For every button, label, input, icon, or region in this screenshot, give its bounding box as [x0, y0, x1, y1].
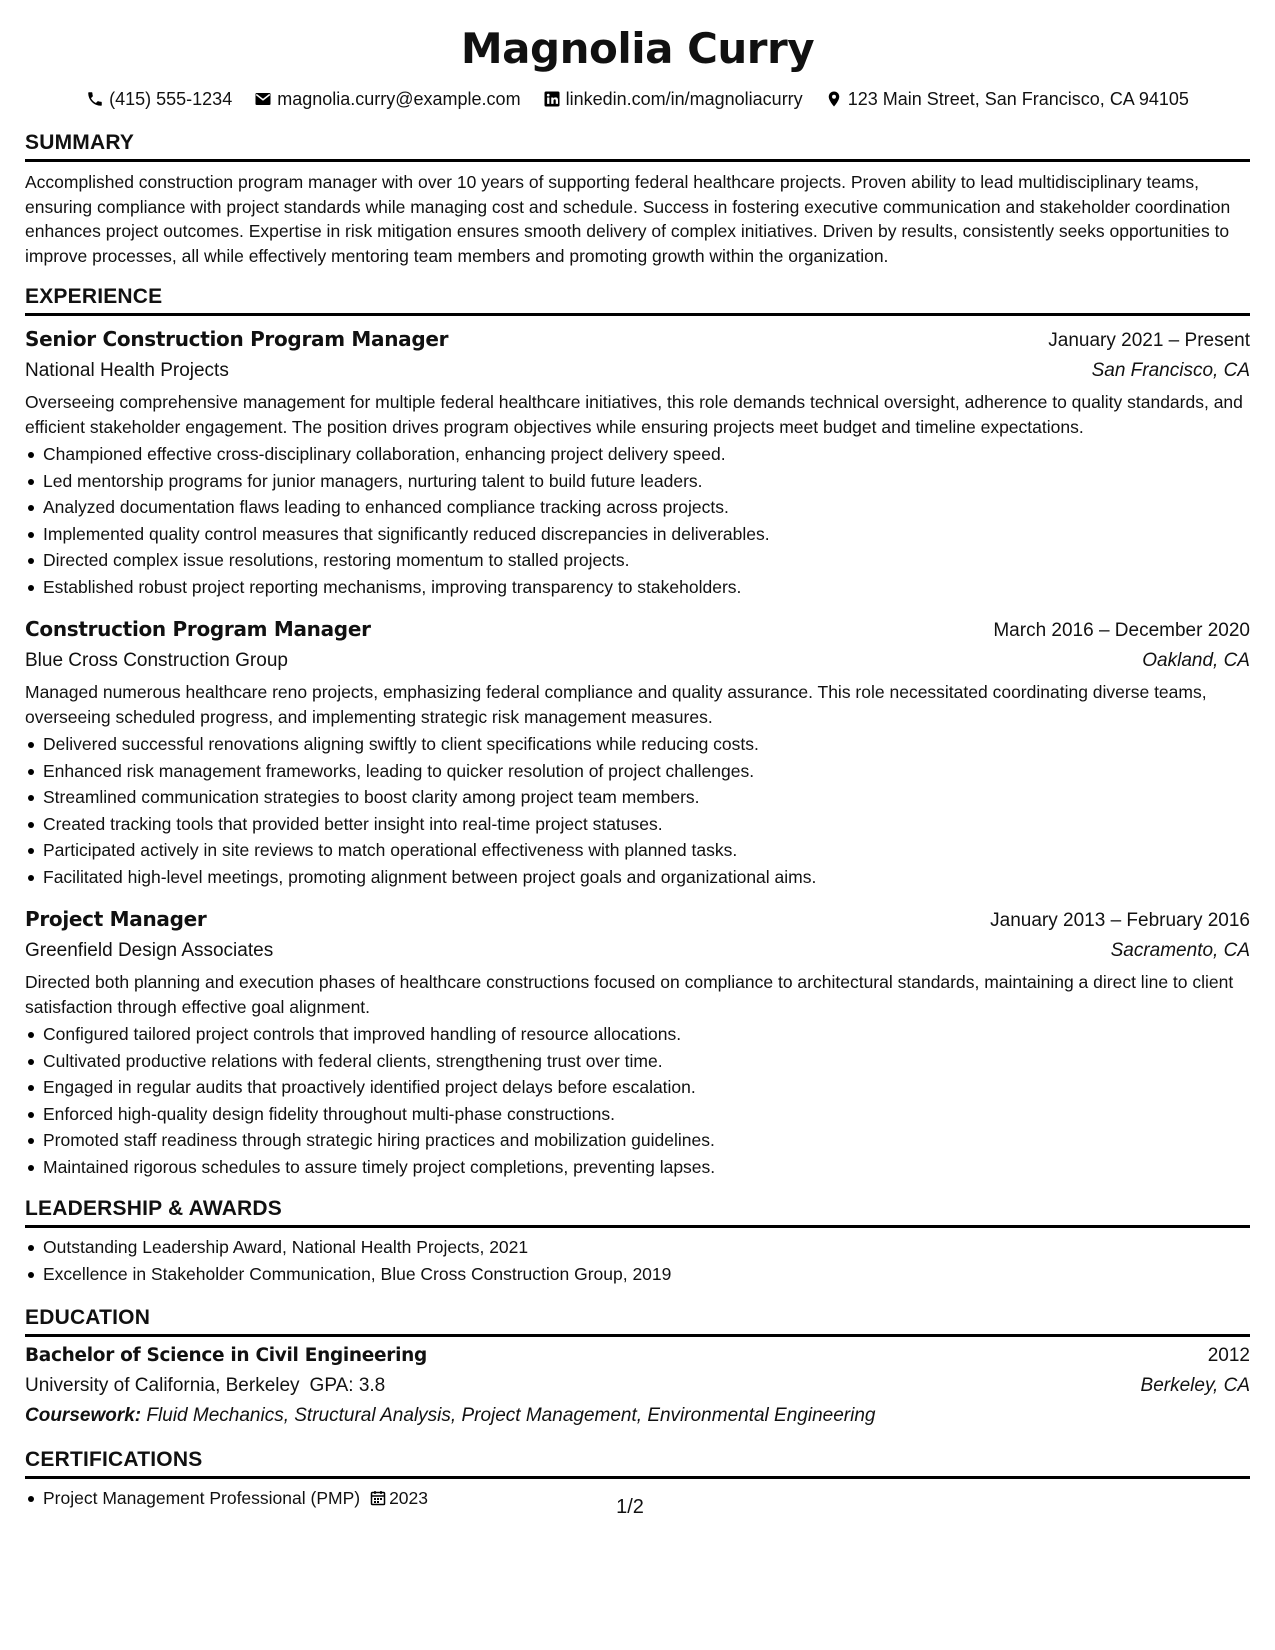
resume-page [25, 0, 1250, 1518]
job-company: National Health Projects [25, 360, 229, 381]
edu-school: University of California, Berkeley [25, 1375, 300, 1396]
linkedin-text[interactable]: linkedin.com/in/magnoliacurry [565, 89, 803, 109]
cert-name: Project Management Professional (PMP) [43, 1488, 361, 1508]
contact-email[interactable] [254, 86, 520, 112]
list-item: Directed complex issue resolutions, restoring momentum to stalled projects. [43, 547, 1250, 574]
job-date: March 2016 – December 2020 [993, 620, 1250, 641]
list-item: Enhanced risk management frameworks, leading to quicker resolution of project challenges. [43, 758, 1250, 785]
list-item: Configured tailored project controls that improved handling of resource allocations. [43, 1021, 1250, 1048]
edu-location: Berkeley, CA [1140, 1375, 1250, 1396]
certifications-heading: CERTIFICATIONS [25, 1445, 1250, 1479]
email-text[interactable]: magnolia.curry@example.com [277, 89, 521, 109]
job-description: Directed both planning and execution phases of healthcare constructions focused on compliance to architectural standards, maintaining a direct line to client satisfaction through effective goal alignment. [25, 972, 1234, 1017]
job-description: Overseeing comprehensive management for multiple federal healthcare initiatives, this role demands technical oversight, adherence to quality standards, and efficient stakeholder engagement. The position drives program objectives while ensuring projects meet budget and timeline expectations. [25, 392, 1243, 437]
edu-gpa: GPA: 3.8 [309, 1375, 386, 1396]
job-bullets [25, 441, 1250, 600]
job-entry [25, 324, 1250, 600]
coursework-text: Fluid Mechanics, Structural Analysis, Project Management, Environmental Engineering [146, 1405, 876, 1426]
list-item: Engaged in regular audits that proactively identified project delays before escalation. [43, 1074, 1250, 1101]
job-title: Senior Construction Program Manager [25, 327, 449, 351]
list-item: Championed effective cross-disciplinary collaboration, enhancing project delivery speed. [43, 441, 1250, 468]
list-item: Cultivated productive relations with federal clients, strengthening trust over time. [43, 1048, 1250, 1075]
summary-section [25, 128, 1250, 268]
edu-degree: Bachelor of Science in Civil Engineering [25, 1345, 427, 1366]
candidate-name: Magnolia Curry [460, 24, 815, 73]
job-bullets [25, 731, 1250, 890]
contact-address [825, 86, 1189, 112]
contact-bar [25, 86, 1250, 112]
job-company: Greenfield Design Associates [25, 940, 274, 961]
job-title: Construction Program Manager [25, 617, 371, 641]
list-item: Delivered successful renovations aligning swiftly to client specifications while reducing costs. [43, 731, 1250, 758]
contact-linkedin[interactable] [543, 86, 803, 112]
contact-phone [86, 86, 232, 112]
job-location: Sacramento, CA [1110, 940, 1250, 961]
job-company: Blue Cross Construction Group [25, 650, 288, 671]
job-date: January 2021 – Present [1048, 330, 1250, 351]
list-item: Created tracking tools that provided better insight into real-time project statuses. [43, 811, 1250, 838]
job-entry [25, 904, 1250, 1180]
job-title: Project Manager [25, 907, 207, 931]
job-location: San Francisco, CA [1091, 360, 1250, 381]
page-number: 1/2 [616, 1496, 644, 1518]
list-item: Analyzed documentation flaws leading to enhanced compliance tracking across projects. [43, 494, 1250, 521]
list-item: Participated actively in site reviews to match operational effectiveness with planned tasks. [43, 837, 1250, 864]
education-heading: EDUCATION [25, 1303, 1250, 1337]
summary-text: Accomplished construction program manager with over 10 years of supporting federal healthcare projects. Proven ability to lead multidisciplinary teams, ensuring compliance with project standards while managing cost and schedule. Success in fostering executive communication and stakeholder coordination enhances project outcomes. Expertise in risk mitigation ensures smooth delivery of complex initiatives. Driven by results, consistently seeks opportunities to improve processes, all while effectively mentoring team members and promoting growth within the organization. [25, 172, 1231, 266]
phone-icon [86, 90, 104, 108]
list-item: Maintained rigorous schedules to assure timely project completions, preventing lapses. [43, 1154, 1250, 1181]
summary-heading: SUMMARY [25, 128, 1250, 162]
awards-section [25, 1194, 1250, 1287]
cert-year: 2023 [389, 1488, 429, 1508]
email-icon [254, 90, 272, 108]
coursework-label: Coursework: [25, 1405, 142, 1426]
list-item: Outstanding Leadership Award, National Health Projects, 2021 [43, 1234, 1250, 1261]
experience-section [25, 282, 1250, 1180]
edu-coursework [25, 1401, 1250, 1431]
location-pin-icon [825, 90, 843, 108]
list-item: Promoted staff readiness through strategic hiring practices and mobilization guidelines. [43, 1127, 1250, 1154]
list-item: Established robust project reporting mechanisms, improving transparency to stakeholders. [43, 574, 1250, 601]
edu-year: 2012 [1207, 1345, 1250, 1366]
job-bullets [25, 1021, 1250, 1180]
list-item: Facilitated high-level meetings, promoting alignment between project goals and organizational aims. [43, 864, 1250, 891]
list-item: Implemented quality control measures that significantly reduced discrepancies in deliverables. [43, 521, 1250, 548]
job-date: January 2013 – February 2016 [990, 910, 1250, 931]
awards-list [25, 1234, 1250, 1287]
experience-heading: EXPERIENCE [25, 282, 1250, 316]
job-entry [25, 614, 1250, 890]
list-item: Streamlined communication strategies to boost clarity among project team members. [43, 784, 1250, 811]
awards-heading: LEADERSHIP & AWARDS [25, 1194, 1250, 1228]
address-text: 123 Main Street, San Francisco, CA 94105 [847, 89, 1189, 109]
list-item: Enforced high-quality design fidelity throughout multi-phase constructions. [43, 1101, 1250, 1128]
linkedin-icon [543, 90, 561, 108]
list-item: Led mentorship programs for junior managers, nurturing talent to build future leaders. [43, 468, 1250, 495]
edu-school-line [25, 1372, 385, 1400]
phone-text: (415) 555-1234 [109, 89, 233, 109]
list-item: Excellence in Stakeholder Communication, Blue Cross Construction Group, 2019 [43, 1261, 1250, 1288]
education-section [25, 1303, 1250, 1431]
job-location: Oakland, CA [1142, 650, 1250, 671]
job-description: Managed numerous healthcare reno projects, emphasizing federal compliance and quality assurance. This role necessitated coordinating diverse teams, overseeing scheduled progress, and implementing strategic risk management measures. [25, 682, 1207, 727]
